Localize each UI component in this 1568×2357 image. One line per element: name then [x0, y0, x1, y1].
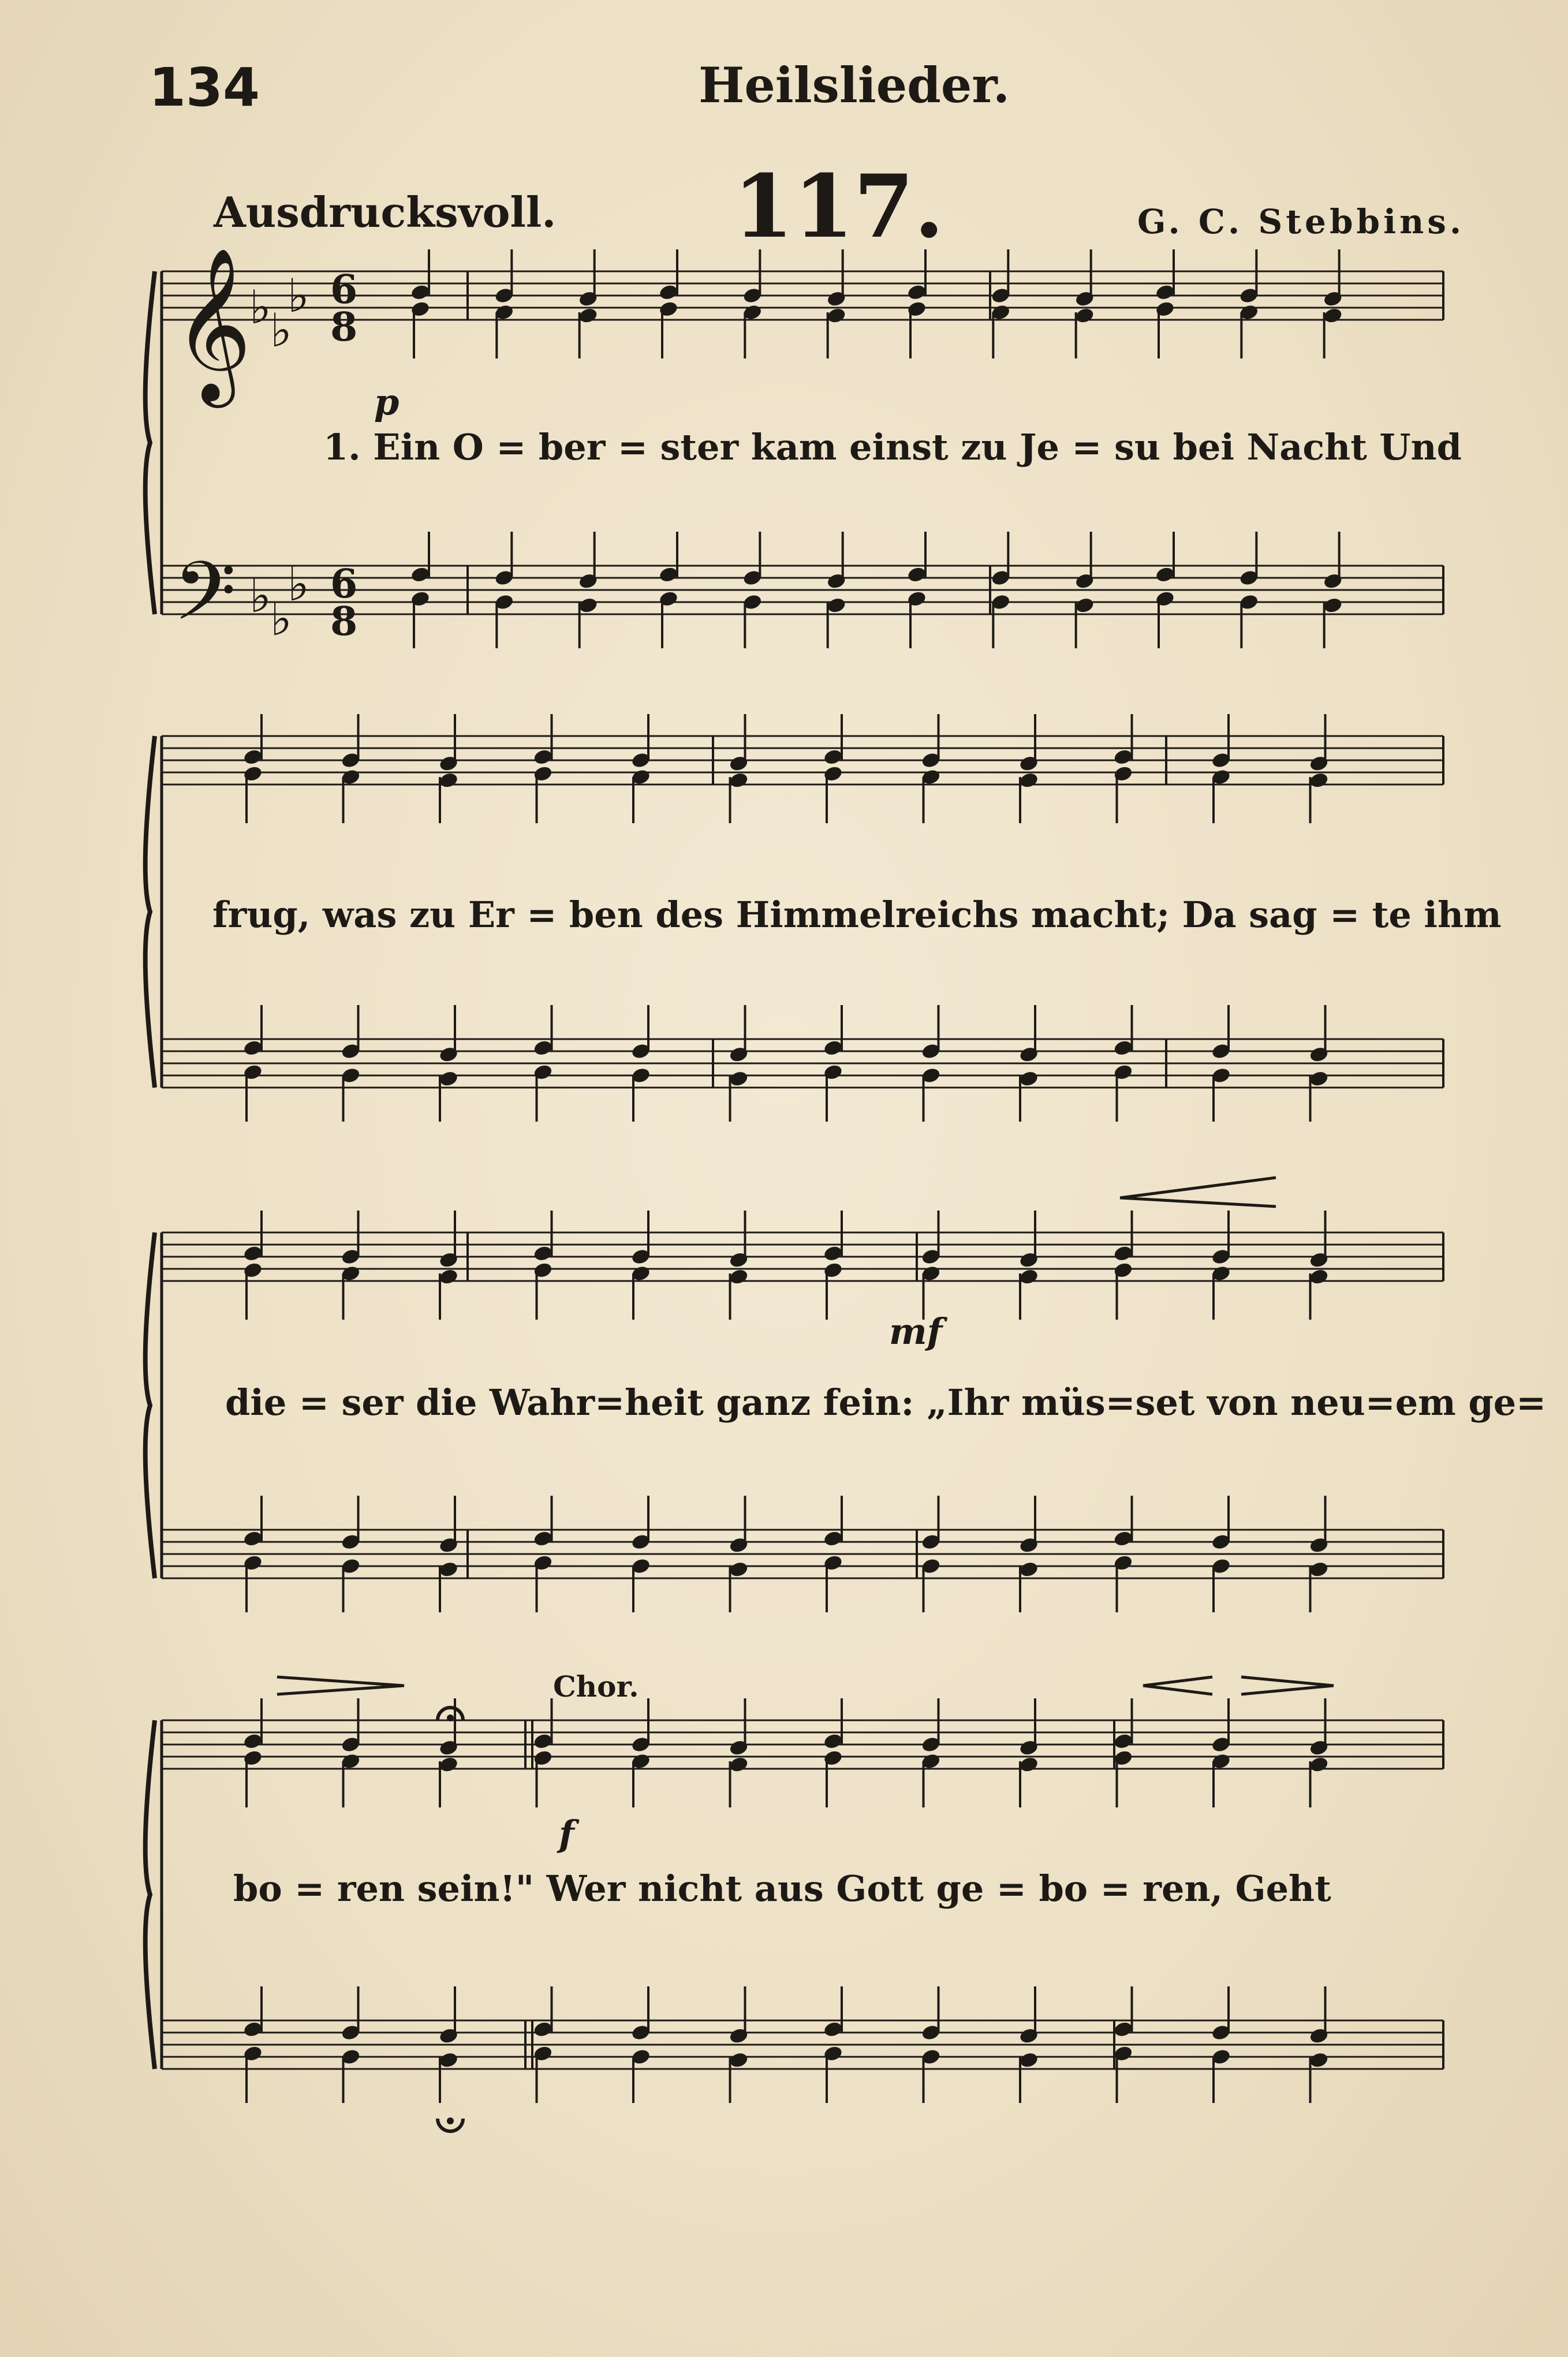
notehead: [242, 2020, 263, 2038]
brace-icon: [145, 736, 155, 1088]
notehead: [1018, 1268, 1039, 1286]
notehead: [242, 1245, 263, 1262]
notehead: [438, 771, 459, 789]
notehead: [242, 748, 263, 766]
notehead: [578, 596, 599, 614]
brace-icon: [145, 1720, 155, 2069]
notehead: [438, 1560, 459, 1578]
notehead: [242, 1039, 263, 1057]
bass-clef-icon: 𝄢: [173, 544, 237, 659]
notehead: [1018, 1560, 1039, 1578]
staves: [145, 271, 1443, 2069]
notehead: [533, 1530, 554, 1548]
hymn-number: 117.: [733, 156, 944, 257]
notehead: [1074, 596, 1095, 614]
brace-icon: [145, 271, 155, 614]
notehead: [1018, 771, 1039, 789]
notehead: [729, 1070, 749, 1088]
brace-icon: [145, 1232, 155, 1578]
lyric-line-4: bo = ren sein!" Wer nicht aus Gott ge = bo = ren, Geht: [233, 1867, 1331, 1910]
dynamic-mezzoforte: mf: [889, 1310, 943, 1353]
chorus-label: Chor.: [553, 1669, 639, 1704]
decrescendo-hairpin: [1241, 1677, 1334, 1694]
notehead: [1323, 307, 1343, 324]
flat-icon: ♭: [288, 558, 309, 611]
crescendo-hairpin: [1143, 1677, 1212, 1694]
time-signature-top: 6: [330, 561, 358, 607]
notehead: [578, 307, 599, 324]
notehead: [823, 1530, 843, 1548]
notehead: [729, 1268, 749, 1286]
notehead: [906, 566, 927, 584]
fermata-dot-icon: [447, 1714, 454, 1721]
notehead: [1113, 1530, 1134, 1548]
flat-icon: ♭: [270, 592, 292, 646]
flat-icon: ♭: [288, 269, 309, 323]
notehead: [533, 1732, 554, 1750]
fermata-dot-icon: [447, 2117, 454, 2124]
time-signature-bottom: 8: [330, 599, 358, 645]
notehead: [533, 1245, 554, 1262]
notehead: [1309, 1070, 1330, 1088]
lyric-line-1: 1. Ein O = ber = ster kam einst zu Je = su bei Nacht Und: [323, 426, 1462, 468]
notehead: [1323, 596, 1343, 614]
flat-icon: ♭: [249, 281, 271, 334]
notehead: [1113, 1039, 1134, 1057]
time-signature-top: 6: [330, 267, 358, 313]
notehead: [729, 2051, 749, 2069]
dynamic-piano: p: [374, 381, 400, 423]
notehead: [823, 1245, 843, 1262]
dynamic-forte: f: [559, 1813, 574, 1855]
notehead: [242, 1732, 263, 1750]
notehead: [533, 2020, 554, 2038]
flat-icon: ♭: [270, 304, 292, 357]
tempo-marking: Ausdrucksvoll.: [214, 188, 557, 237]
notehead: [1113, 1732, 1134, 1750]
notehead: [823, 1732, 843, 1750]
notehead: [438, 1070, 459, 1088]
notehead: [1113, 1245, 1134, 1262]
notehead: [823, 1039, 843, 1057]
notehead: [823, 748, 843, 766]
notehead: [1155, 566, 1175, 584]
notehead: [1309, 1755, 1330, 1773]
notehead: [658, 566, 679, 584]
notehead: [823, 2020, 843, 2038]
notehead: [438, 1755, 459, 1773]
notehead: [1018, 1070, 1039, 1088]
notehead: [1309, 1268, 1330, 1286]
notehead: [1155, 283, 1175, 301]
score-ornaments: [173, 247, 1334, 2131]
notehead: [729, 1755, 749, 1773]
decrescendo-hairpin: [277, 1677, 404, 1694]
notehead: [533, 748, 554, 766]
running-title: Heilslieder.: [699, 57, 1010, 114]
notehead: [1018, 2051, 1039, 2069]
notehead: [1309, 771, 1330, 789]
lyric-line-3: die = ser die Wahr=heit ganz fein: „Ihr müs=set von neu=em ge=: [225, 1381, 1547, 1424]
notehead: [729, 1560, 749, 1578]
notehead: [1113, 748, 1134, 766]
notehead: [1074, 307, 1095, 324]
notehead: [242, 1530, 263, 1548]
flat-icon: ♭: [249, 569, 271, 623]
notehead: [906, 283, 927, 301]
notehead: [410, 283, 431, 301]
page-number: 134: [149, 57, 260, 118]
composer-credit: G. C. Stebbins.: [1137, 202, 1465, 241]
notehead: [1309, 2051, 1330, 2069]
notehead: [438, 1268, 459, 1286]
notehead: [533, 1039, 554, 1057]
notehead: [826, 596, 847, 614]
notehead: [1113, 2020, 1134, 2038]
noteheads: [242, 249, 1343, 2103]
notehead: [410, 566, 431, 584]
time-signature-bottom: 8: [330, 304, 358, 350]
notehead: [1018, 1755, 1039, 1773]
lyric-line-2: frug, was zu Er = ben des Himmelreichs macht; Da sag = te ihm: [212, 894, 1502, 936]
treble-clef-icon: 𝄞: [173, 247, 252, 401]
notehead: [826, 307, 847, 324]
notehead: [729, 771, 749, 789]
notehead: [438, 2051, 459, 2069]
notehead: [658, 283, 679, 301]
notehead: [1309, 1560, 1330, 1578]
crescendo-hairpin: [1120, 1178, 1276, 1206]
